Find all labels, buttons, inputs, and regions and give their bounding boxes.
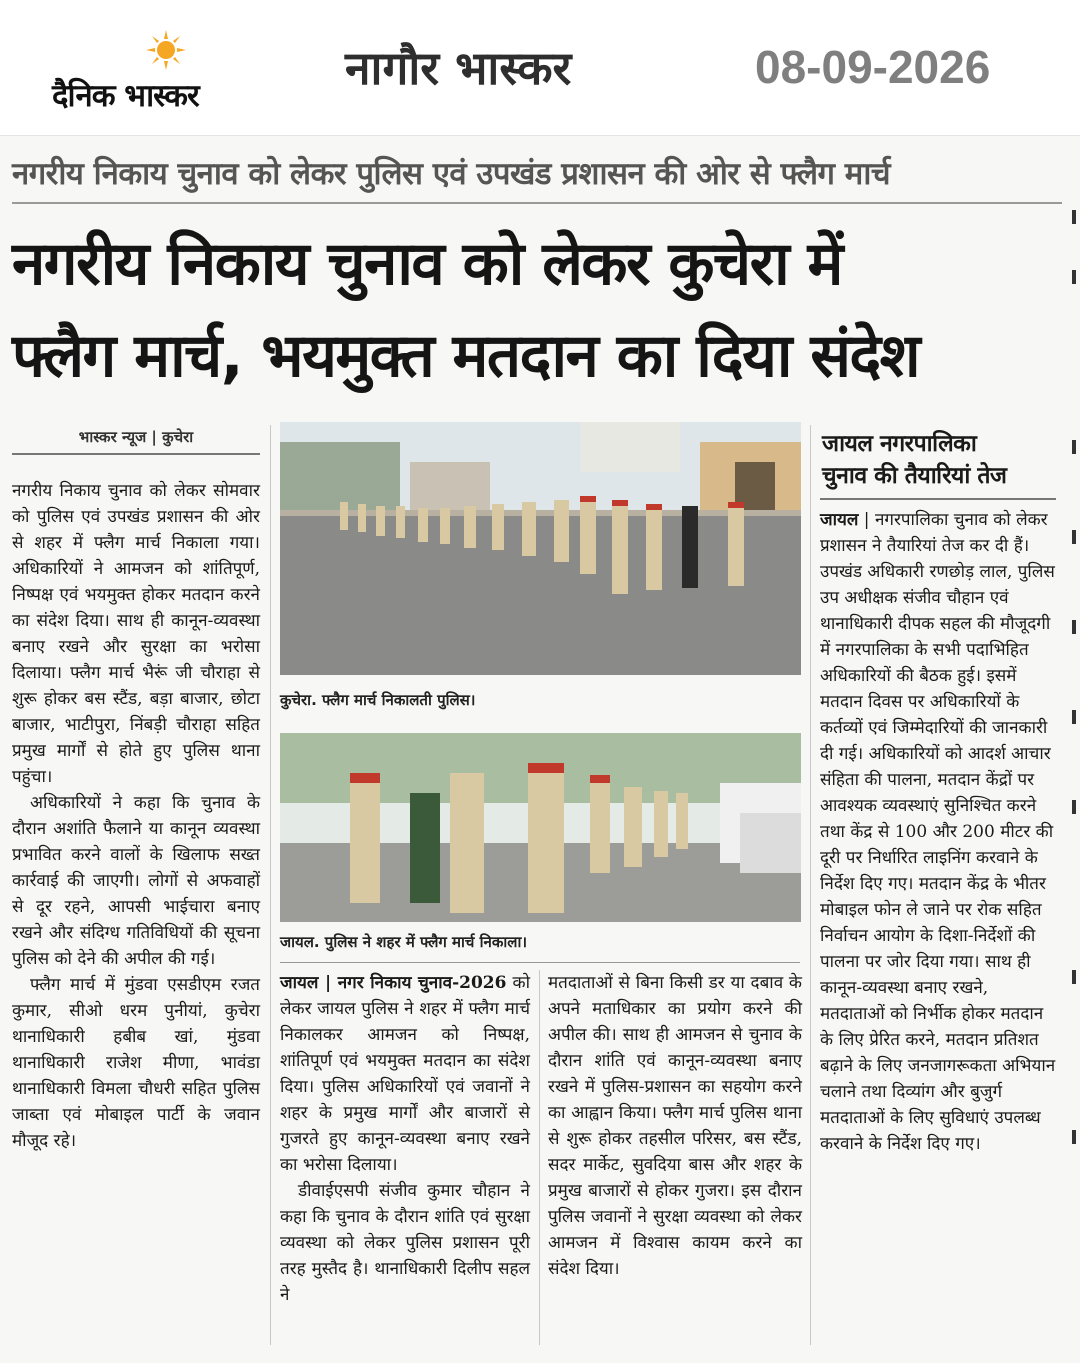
sidebar-rule: [820, 498, 1056, 500]
column-2-paragraph-1: को लेकर जायल पुलिस ने शहर में फ्लैग मार्च निकालकर आमजन को निष्पक्ष, शांतिपूर्ण एवं भयमुक्त मतदान का संदेश दिया। पुलिस अधिकारियों एवं जवानों ने शहर के प्रमुख मार्गों और बाजारों से गुजरते हुए कानून-व्यवस्था बनाए रखने का भरोसा दिलाया।: [280, 973, 530, 1175]
photo-2-caption: जायल. पुलिस ने शहर में फ्लैग मार्च निकाला।: [280, 933, 528, 951]
dainik-bhaskar-logo: [52, 22, 292, 112]
edition-date: 08-09-2026: [755, 41, 991, 93]
kicker-rule: [12, 202, 1062, 204]
article-column-2: [280, 970, 530, 1308]
article-headline: [12, 218, 1062, 402]
column-divider: [539, 970, 540, 1345]
kuchera-flag-march-photo: [280, 422, 801, 675]
sidebar-body: [820, 507, 1056, 1157]
column-divider: [810, 425, 811, 1345]
article-column-3: मतदाताओं से बिना किसी डर या दबाव के अपने मताधिकार का प्रयोग करने की अपील की। साथ ही आमजन से चुनाव के दौरान शांति एवं कानून-व्यवस्था बनाए रखने में पुलिस-प्रशासन का सहयोग करने का आह्वान किया। फ्लैग मार्च पुलिस थाना से शुरू होकर तहसील परिसर, बस स्टैंड, सदर मार्केट, सुवदिया बास और शहर के प्रमुख बाजारों से होकर गुजरा। इस दौरान पुलिस जवानों ने सुरक्षा व्यवस्था को लेकर आमजन में विश्वास कायम करने का संदेश दिया।: [548, 973, 802, 1279]
sidebar-title-line-2: चुनाव की तैयारियां तेज: [822, 463, 1007, 489]
adjacent-page-edge: [1068, 150, 1080, 1350]
column-2-dateline: जायल | नगर निकाय चुनाव-2026: [280, 973, 507, 993]
column-1-paragraph-2: अधिकारियों ने कहा कि चुनाव के दौरान अशांति फैलाने या कानून व्यवस्था प्रभावित करने वालों के खिलाफ सख्त कार्रवाई की जाएगी। लोगों से अफवाहों से दूर रहने, आपसी भाईचारा बनाए रखने और संदिग्ध गतिविधियों की सूचना पुलिस को देने की अपील की गई।: [12, 793, 260, 969]
column-1-paragraph-3: फ्लैग मार्च में मुंडवा एसडीएम रजत कुमार, सीओ धरम पुनीयां, कुचेरा थानाधिकारी हबीब खां, मुंडवा थानाधिकारी राजेश मीणा, भावंडा थानाधिकारी विमला चौधरी सहित पुलिस जाब्ता एवं मोबाइल पार्टी के जवान मौजूद रहे।: [12, 975, 260, 1151]
jayal-flag-march-photo: [280, 733, 801, 922]
photo-caption-rule: [280, 962, 800, 963]
sidebar-text: | नगरपालिका चुनाव को लेकर प्रशासन ने तैयारियां तेज कर दी हैं। उपखंड अधिकारी रणछोड़ लाल, पुलिस उप अधीक्षक संजीव चौहान एवं थानाधिकारी दीपक सहल की मौजूदगी में नगरपालिका के सभी पदाभिहित अधिकारियों की बैठक हुई। इसमें मतदान दिवस पर अधिकारियों के कर्तव्यों एवं जिम्मेदारियों की जानकारी दी गई। अधिकारियों को आदर्श आचार संहिता की पालना, मतदान केंद्रों पर आवश्यक व्यवस्थाएं सुनिश्चित करने तथा केंद्र से 100 और 200 मीटर की दूरी पर निर्धारित लाइनिंग करवाने के निर्देश दिए गए। मतदान केंद्र के भीतर मोबाइल फोन ले जाने पर रोक सहित निर्वाचन आयोग के दिशा-निर्देशों की पालना पर जोर दिया गया। साथ ही कानून-व्यवस्था बनाए रखने, मतदाताओं को निर्भीक होकर मतदान के लिए प्रेरित करने, मतदान प्रतिशत बढ़ाने के लिए जनजागरूकता अभियान चलाने तथा दिव्यांग और बुजुर्ग मतदाताओं के लिए सुविधाएं उपलब्ध करवाने के निर्देश दिए गए।: [820, 510, 1056, 1154]
sun-icon: [144, 28, 188, 72]
sidebar-title: [822, 428, 1062, 492]
column-2-paragraph-2: डीवाईएसपी संजीव कुमार चौहान ने कहा कि चुनाव के दौरान शांति एवं सुरक्षा व्यवस्था को लेकर पुलिस प्रशासन पूरी तरह मुस्तैद है। थानाधिकारी दिलीप सहल ने: [280, 1181, 530, 1305]
article-column-1: [12, 478, 260, 1154]
masthead: [0, 0, 1080, 136]
edition-title: नागौर भास्कर: [345, 41, 572, 95]
byline: भास्कर न्यूज | कुचेरा: [78, 428, 194, 446]
article-kicker: नगरीय निकाय चुनाव को लेकर पुलिस एवं उपखंड प्रशासन की ओर से फ्लैग मार्च: [12, 156, 891, 192]
photo-1-caption: कुचेरा. फ्लैग मार्च निकालती पुलिस।: [280, 691, 476, 709]
column-1-paragraph-1: नगरीय निकाय चुनाव को लेकर सोमवार को पुलिस एवं उपखंड प्रशासन की ओर से शहर में फ्लैग मार्च निकाला गया। अधिकारियों ने आमजन को शांतिपूर्ण, निष्पक्ष एवं भयमुक्त होकर मतदान करने का संदेश दिया। साथ ही कानून-व्यवस्था बनाए रखने और सुरक्षा का भरोसा दिलाया। फ्लैग मार्च भैरूं जी चौराहा से शुरू होकर बस स्टैंड, बड़ा बाजार, छोटा बाजार, भाटीपुरा, निंबड़ी चौराहा सहित प्रमुख मार्गों से होते हुए पुलिस थाना पहुंचा।: [12, 481, 260, 787]
sidebar-title-line-1: जायल नगरपालिका: [822, 431, 977, 457]
byline-rule: [12, 453, 260, 455]
headline-line-1: नगरीय निकाय चुनाव को लेकर कुचेरा में: [12, 229, 842, 299]
sidebar-dateline: जायल: [820, 510, 859, 530]
logo-wordmark: दैनिक भास्कर: [52, 78, 199, 114]
headline-line-2: फ्लैग मार्च, भयमुक्त मतदान का दिया संदेश: [12, 321, 920, 391]
column-divider: [270, 425, 271, 1345]
